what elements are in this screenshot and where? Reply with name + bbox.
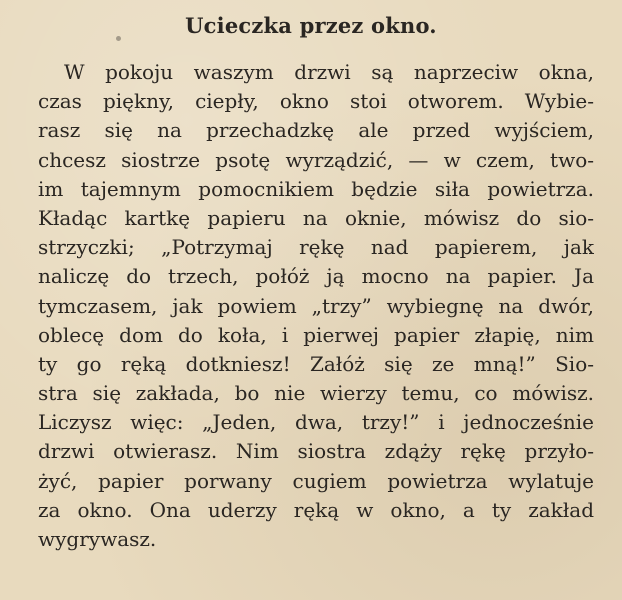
text-line: Liczysz więc: „Jeden, dwa, trzy!” i jednocześnie [38,410,594,435]
text-line: rasz się na przechadzkę ale przed wyjściem, [38,118,594,143]
ink-speck [116,36,121,41]
text-line: stra się zakłada, bo nie wierzy temu, co mówisz. [38,381,594,406]
text-line: za okno. Ona uderzy ręką w okno, a ty zakład [38,497,594,522]
text-line: W pokoju waszym drzwi są naprzeciw okna, [64,60,594,84]
text-line: tymczasem, jak powiem „trzy” wybiegnę na dwór, [38,293,594,318]
text-line: ty go ręką dotkniesz! Załóż się ze mną!” Sio- [38,351,594,376]
text-line: Kładąc kartkę papieru na oknie, mówisz do sio- [38,205,594,230]
text-line: naliczę do trzech, połóż ją mocno na papier. Ja [38,264,594,289]
text-line: żyć, papier porwany cugiem powietrza wylatuje [38,468,594,493]
text-line: strzyczki; „Potrzymaj rękę nad papierem, jak [38,235,594,260]
text-line: drzwi otwierasz. Nim siostra zdąży rękę przyło- [38,439,594,464]
page-title: Ucieczka przez okno. [185,13,437,38]
text-line: czas piękny, ciepły, okno stoi otworem. Wybie- [38,89,594,114]
text-line: wygrywasz. [38,527,157,551]
body-text [38,58,594,554]
text-line: chcesz siostrze psotę wyrządzić, — w czem, two- [38,147,594,172]
text-line: oblecę dom do koła, i pierwej papier złapię, nim [38,322,594,347]
text-line: im tajemnym pomocnikiem będzie siła powietrza. [38,176,594,201]
